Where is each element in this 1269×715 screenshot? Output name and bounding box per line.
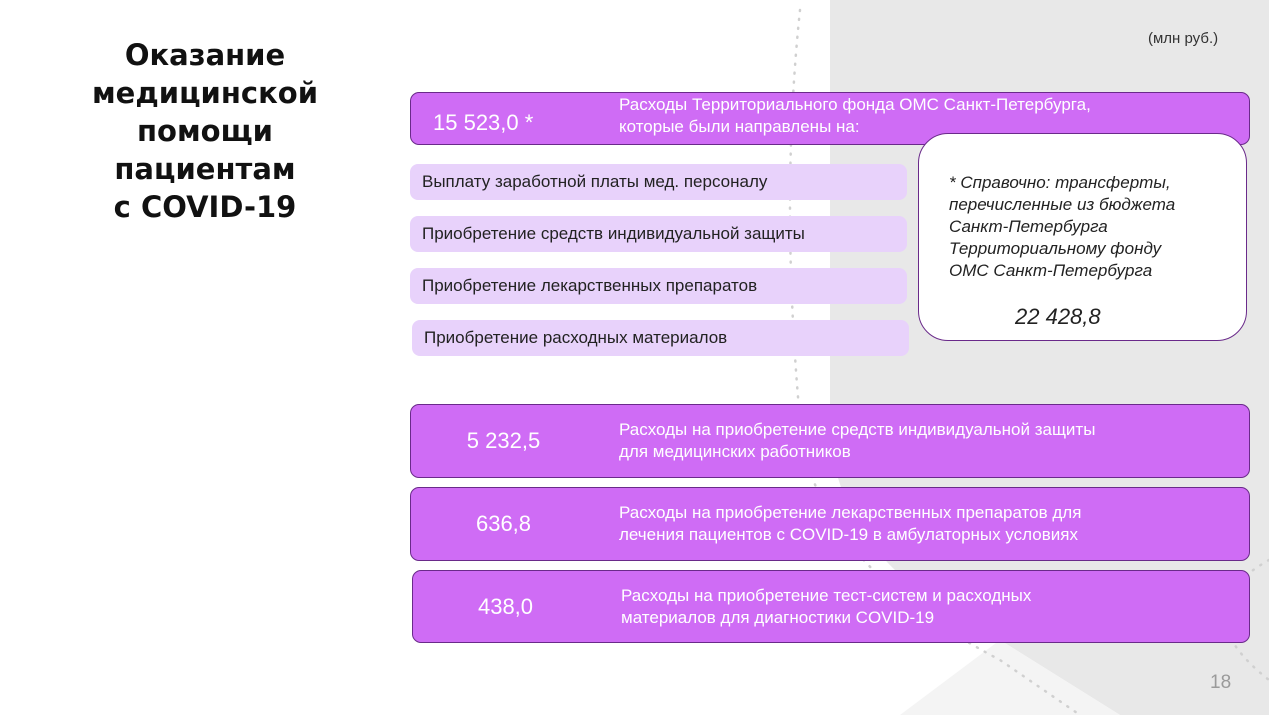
- expense-value: 5 232,5: [466, 428, 541, 453]
- slide-title: [60, 36, 350, 226]
- title-line: медицинской: [91, 76, 319, 110]
- expense-box: [410, 487, 1250, 561]
- description-line: которые были направлены на:: [619, 117, 860, 136]
- page-number: 18: [1210, 672, 1232, 693]
- title-line: Оказание: [124, 38, 286, 72]
- note-line: Санкт-Петербурга: [949, 217, 1108, 236]
- description-line: лечения пациентов с COVID-19 в амбулаторных условиях: [619, 525, 1078, 544]
- direction-item: Приобретение средств индивидуальной защиты: [410, 216, 907, 252]
- note-line: Территориальному фонду: [949, 239, 1162, 258]
- note-line: * Справочно: трансферты,: [949, 173, 1171, 192]
- reference-note: [918, 133, 1247, 341]
- expense-description: [621, 585, 1239, 629]
- expense-value: 636,8: [475, 511, 532, 536]
- description-line: Расходы Территориального фонда ОМС Санкт-Петербурга,: [619, 95, 1091, 114]
- title-line: помощи: [137, 114, 273, 148]
- expense-box: [410, 404, 1250, 478]
- expense-description: [619, 419, 1239, 463]
- direction-item: Приобретение лекарственных препаратов: [410, 268, 907, 304]
- title-line: пациентам: [114, 152, 296, 186]
- title-line: с COVID-19: [113, 190, 297, 224]
- expense-box: [412, 570, 1250, 643]
- units-label: (млн руб.): [1148, 30, 1219, 47]
- direction-item: Выплату заработной платы мед. персоналу: [410, 164, 907, 200]
- reference-note-value: 22 428,8: [1015, 304, 1101, 329]
- note-line: ОМС Санкт-Петербурга: [949, 261, 1153, 280]
- note-line: перечисленные из бюджета: [949, 195, 1176, 214]
- description-line: Расходы на приобретение лекарственных препаратов для: [619, 503, 1082, 522]
- description-line: Расходы на приобретение средств индивидуальной защиты: [619, 420, 1096, 439]
- reference-note-text: [949, 172, 1175, 282]
- main-expense-value: 15 523,0 *: [433, 110, 534, 135]
- expense-description: [619, 502, 1239, 546]
- description-line: Расходы на приобретение тест-систем и расходных: [621, 585, 1032, 605]
- direction-item: Приобретение расходных материалов: [412, 320, 909, 356]
- description-line: материалов для диагностики COVID-19: [621, 607, 935, 627]
- description-line: для медицинских работников: [619, 442, 851, 461]
- expense-value: 438,0: [477, 593, 534, 619]
- main-expense-description: [619, 94, 1239, 138]
